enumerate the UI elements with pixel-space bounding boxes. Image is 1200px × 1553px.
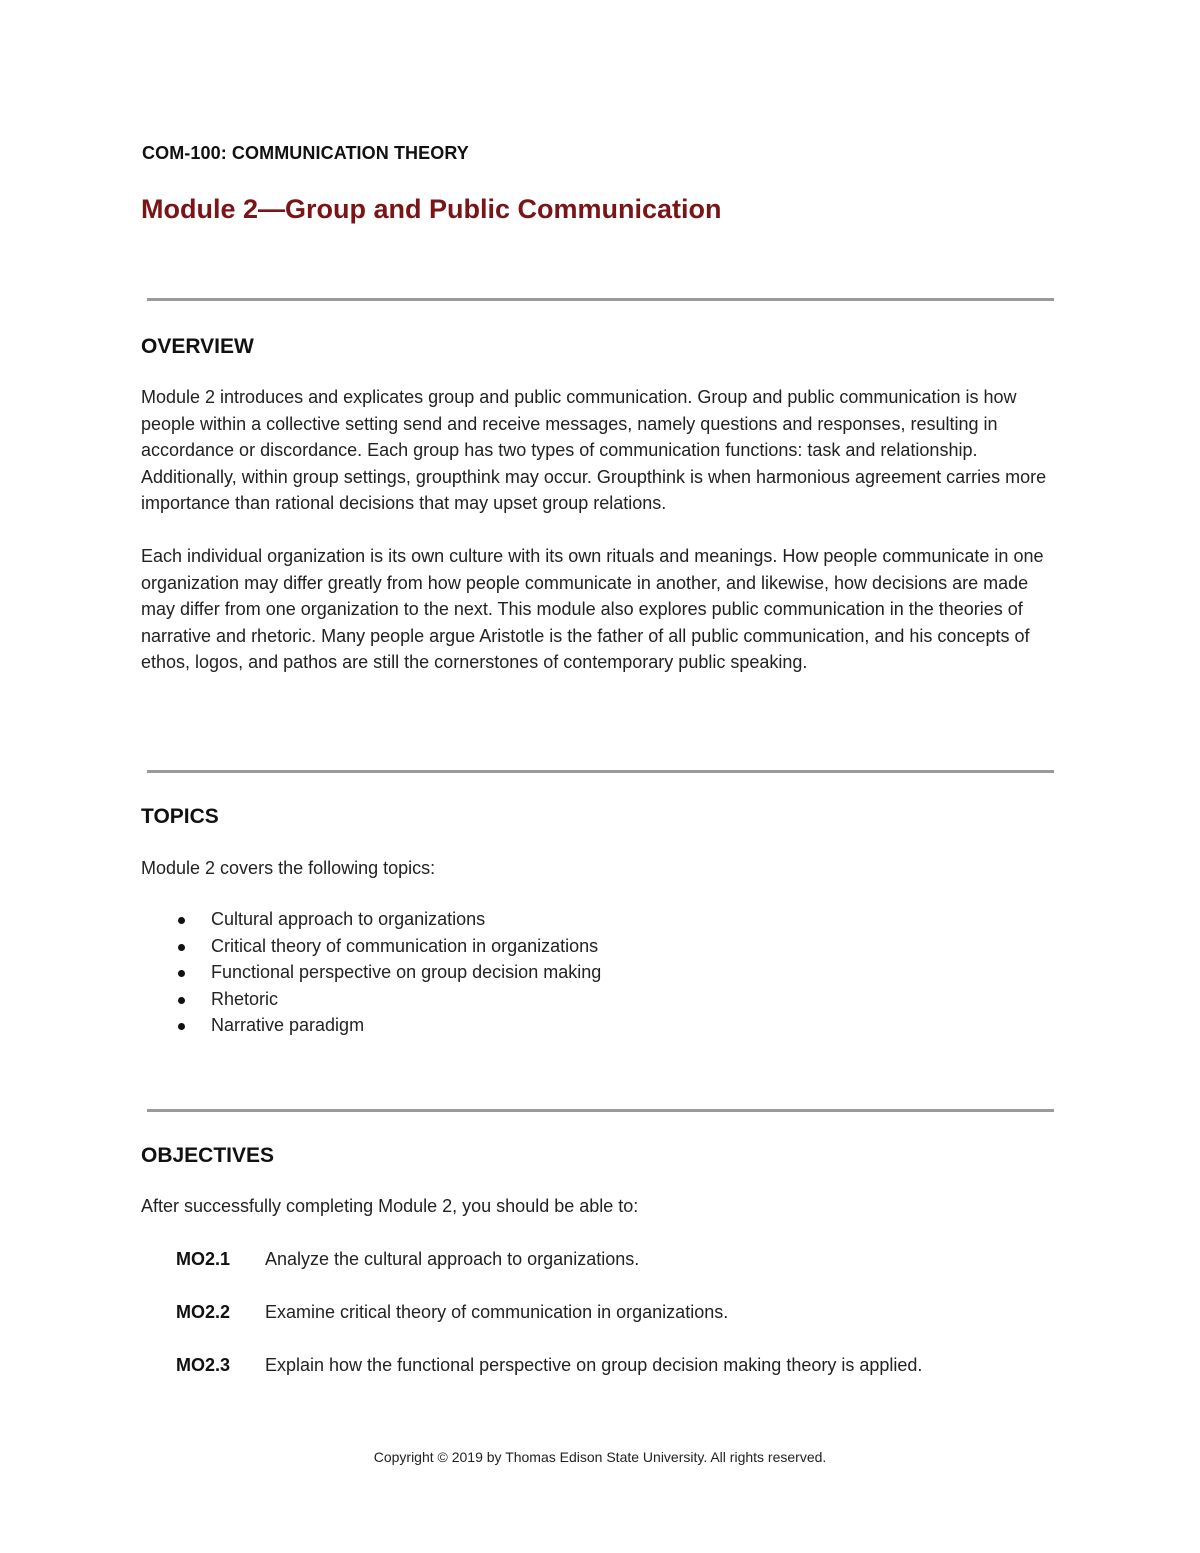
- list-item: [141, 1012, 601, 1039]
- bullet-icon: [178, 944, 185, 951]
- topic-label: Critical theory of communication in organizations: [211, 935, 599, 956]
- objective-row: [176, 1299, 922, 1352]
- list-item: [141, 933, 601, 960]
- overview-paragraph-2: Each individual organization is its own culture with its own rituals and meanings. How people communicate in one organization may differ greatly from how people communicate in another, and likewise, how decisions are made may differ from one organization to the next. This module also explores public communication in the theories of narrative and rhetoric. Many people argue Aristotle is the father of all public communication, and his concepts of ethos, logos, and pathos are still the cornerstones of contemporary public speaking.: [141, 546, 1044, 672]
- section-divider: [147, 1109, 1054, 1112]
- topics-list: [141, 906, 601, 1039]
- bullet-icon: [178, 1023, 185, 1030]
- module-title: Module 2—Group and Public Communication: [141, 194, 722, 224]
- objective-code: MO2.2: [176, 1302, 231, 1322]
- objective-text: Analyze the cultural approach to organizations.: [265, 1249, 640, 1269]
- list-item: [141, 959, 601, 986]
- objective-text: Explain how the functional perspective on group decision making theory is applied.: [265, 1355, 923, 1375]
- objectives-heading: OBJECTIVES: [141, 1144, 275, 1167]
- list-item: [141, 986, 601, 1013]
- topic-label: Narrative paradigm: [211, 1015, 365, 1035]
- course-code: COM-100: COMMUNICATION THEORY: [142, 143, 469, 163]
- topic-label: Cultural approach to organizations: [211, 909, 486, 929]
- copyright-footer: Copyright © 2019 by Thomas Edison State University. All rights reserved.: [373, 1449, 827, 1465]
- objectives-intro: After successfully completing Module 2, you should be able to:: [141, 1196, 639, 1216]
- objective-code: MO2.1: [176, 1249, 231, 1269]
- overview-heading: OVERVIEW: [141, 335, 254, 358]
- topic-label: Rhetoric: [211, 988, 279, 1009]
- objectives-list: [176, 1246, 922, 1405]
- topics-heading: TOPICS: [141, 805, 219, 828]
- section-divider: [147, 770, 1054, 773]
- bullet-icon: [178, 997, 185, 1004]
- objective-row: [176, 1246, 922, 1299]
- bullet-icon: [178, 970, 185, 977]
- overview-paragraph-1: Module 2 introduces and explicates group and public communication. Group and public communication is how people within a collective setting send and receive messages, namely questions and responses, resulting in accordance or discordance. Each group has two types of communication functions: task and relationship. Additionally, within group settings, groupthink may occur. Groupthink is when harmonious agreement carries more importance than rational decisions that may upset group relations.: [141, 387, 1047, 513]
- section-divider: [147, 298, 1054, 301]
- topics-intro: Module 2 covers the following topics:: [141, 858, 436, 878]
- topic-label: Functional perspective on group decision making: [211, 962, 602, 982]
- objective-text: Examine critical theory of communication in organizations.: [265, 1302, 729, 1322]
- objective-row: [176, 1352, 922, 1405]
- bullet-icon: [178, 917, 185, 924]
- objective-code: MO2.3: [176, 1355, 231, 1375]
- list-item: [141, 906, 601, 933]
